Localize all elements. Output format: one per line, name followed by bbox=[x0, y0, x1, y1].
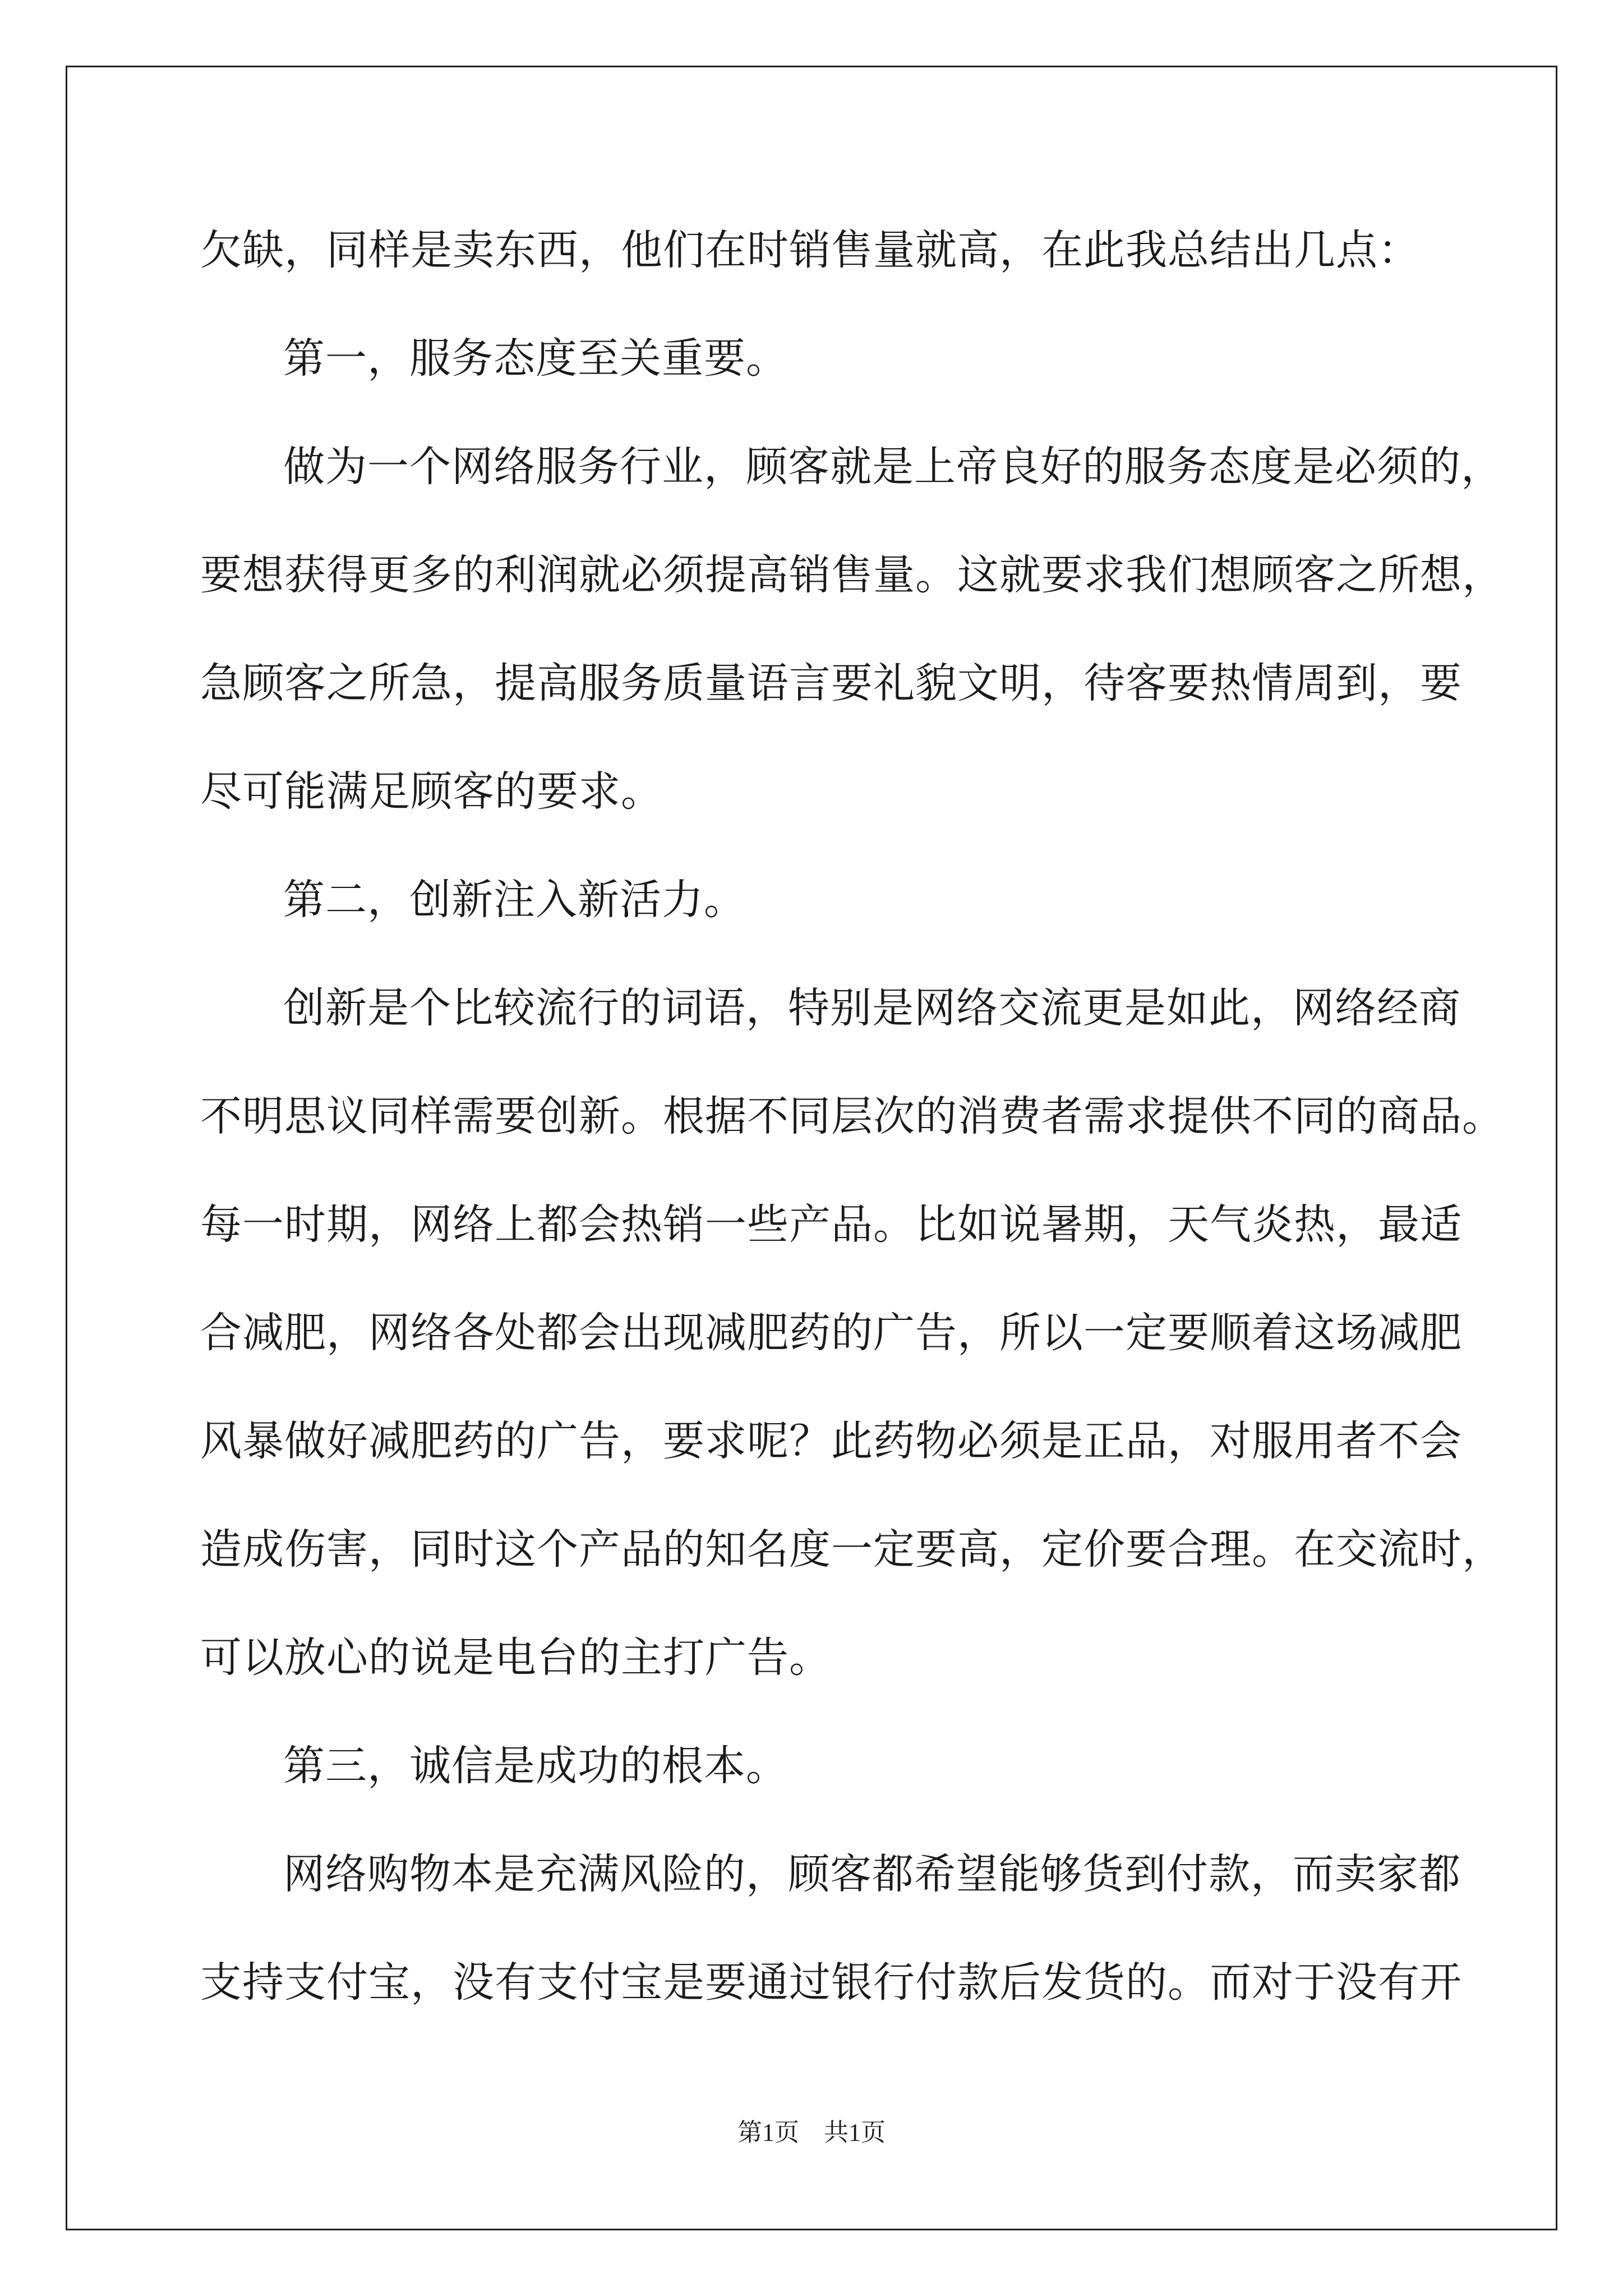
text-line: 第二，创新注入新活力。 bbox=[283, 876, 746, 924]
text-line: 每一时期，网络上都会热销一些产品。比如说暑期，天气炎热，最适 bbox=[200, 1200, 1462, 1249]
text-line: 创新是个比较流行的词语，特别是网络交流更是如此，网络经商 bbox=[283, 984, 1461, 1032]
text-line: 做为一个网络服务行业，顾客就是上帝良好的服务态度是必须的， bbox=[283, 443, 1503, 491]
text-line: 要想获得更多的利润就必须提高销售量。这就要求我们想顾客之所想， bbox=[200, 551, 1504, 599]
page-number-footer: 第1页 共1页 bbox=[737, 2119, 886, 2146]
text-line: 网络购物本是充满风险的，顾客都希望能够货到付款，而卖家都 bbox=[283, 1850, 1461, 1898]
text-line: 急顾客之所急，提高服务质量语言要礼貌文明，待客要热情周到，要 bbox=[200, 659, 1462, 707]
text-line: 欠缺，同样是卖东西，他们在时销售量就高，在此我总结出几点： bbox=[200, 226, 1420, 274]
text-line: 支持支付宝，没有支付宝是要通过银行付款后发货的。而对于没有开 bbox=[200, 1958, 1462, 2007]
text-line: 合减肥，网络各处都会出现减肥药的广告，所以一定要顺着这场减肥 bbox=[200, 1309, 1462, 1357]
document-body bbox=[200, 196, 1504, 2037]
text-line: 第三，诚信是成功的根本。 bbox=[283, 1742, 788, 1790]
text-line: 不明思议同样需要创新。根据不同层次的消费者需求提供不同的商品。 bbox=[200, 1092, 1504, 1140]
text-line: 尽可能满足顾客的要求。 bbox=[200, 767, 663, 816]
text-line: 造成伤害，同时这个产品的知名度一定要高，定价要合理。在交流时， bbox=[200, 1525, 1504, 1573]
text-line: 风暴做好减肥药的广告，要求呢？此药物必须是正品，对服用者不会 bbox=[200, 1417, 1462, 1465]
text-line: 可以放心的说是电台的主打广告。 bbox=[200, 1634, 831, 1682]
text-line: 第一，服务态度至关重要。 bbox=[283, 334, 788, 383]
